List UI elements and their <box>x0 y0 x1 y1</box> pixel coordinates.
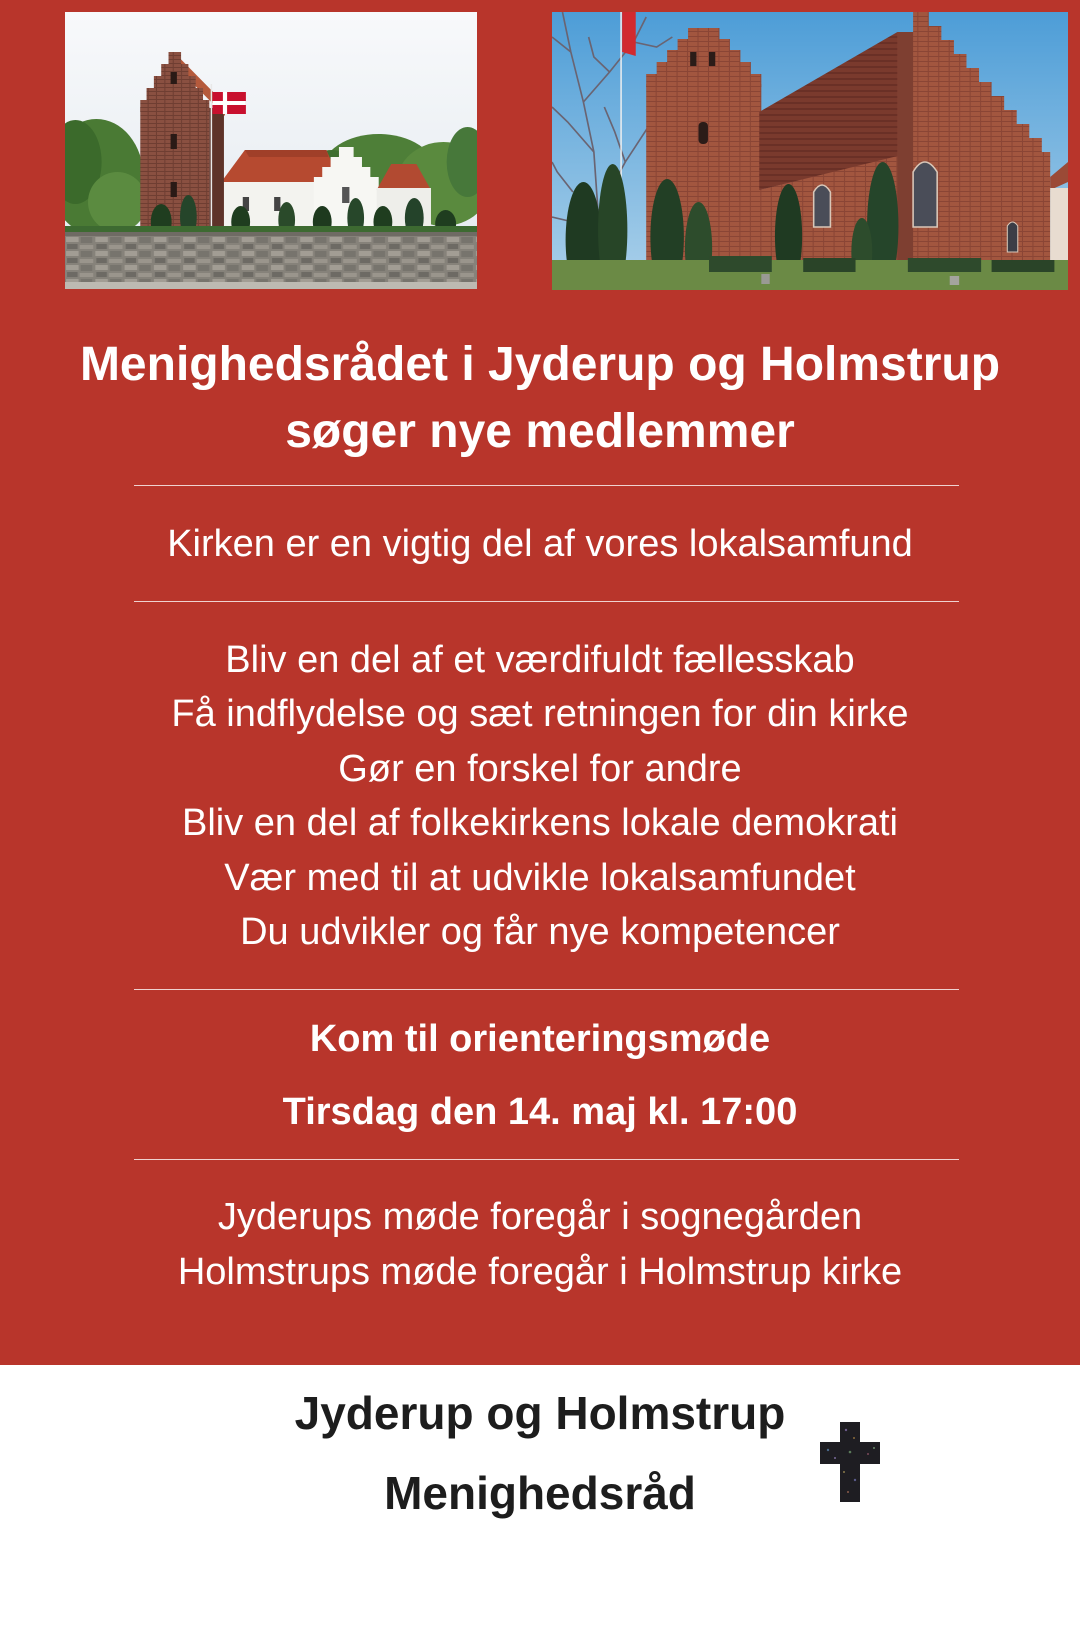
tagline: Kirken er en vigtig del af vores lokalsamfund <box>167 523 913 565</box>
title-line-1: Menighedsrådet i Jyderup og Holmstrup <box>79 338 1001 391</box>
meeting-locations <box>0 1190 1080 1300</box>
divider <box>134 989 959 990</box>
list-item: Du udvikler og får nye kompetencer <box>240 911 840 954</box>
title-line-2: søger nye medlemmer <box>285 405 795 458</box>
list-item: Vær med til at udvikle lokalsamfundet <box>224 856 856 899</box>
divider <box>134 601 959 602</box>
cross-icon <box>818 1420 882 1504</box>
right-church-photo <box>552 12 1068 290</box>
location-holmstrup: Holmstrups møde foregår i Holmstrup kirke <box>177 1251 903 1293</box>
list-item: Få indflydelse og sæt retningen for din kirke <box>171 693 909 736</box>
meeting-date: Tirsdag den 14. maj kl. 17:00 <box>282 1091 798 1133</box>
list-item: Bliv en del af folkekirkens lokale demokrati <box>181 802 898 845</box>
logo-line-2: Menighedsråd <box>384 1467 696 1519</box>
benefits-list <box>0 633 1080 959</box>
meeting-invitation: Kom til orienteringsmøde <box>309 1018 771 1060</box>
divider <box>134 1159 959 1160</box>
location-jyderup: Jyderups møde foregår i sognegården <box>217 1196 863 1238</box>
list-item: Gør en forskel for andre <box>338 747 742 790</box>
council-logo <box>0 1373 1080 1533</box>
logo-line-1: Jyderup og Holmstrup <box>294 1387 786 1439</box>
left-church-photo <box>65 12 477 289</box>
divider <box>134 485 959 486</box>
list-item: Bliv en del af et værdifuldt fællesskab <box>225 639 855 681</box>
page-title <box>0 331 1080 465</box>
footer <box>0 1365 1080 1639</box>
